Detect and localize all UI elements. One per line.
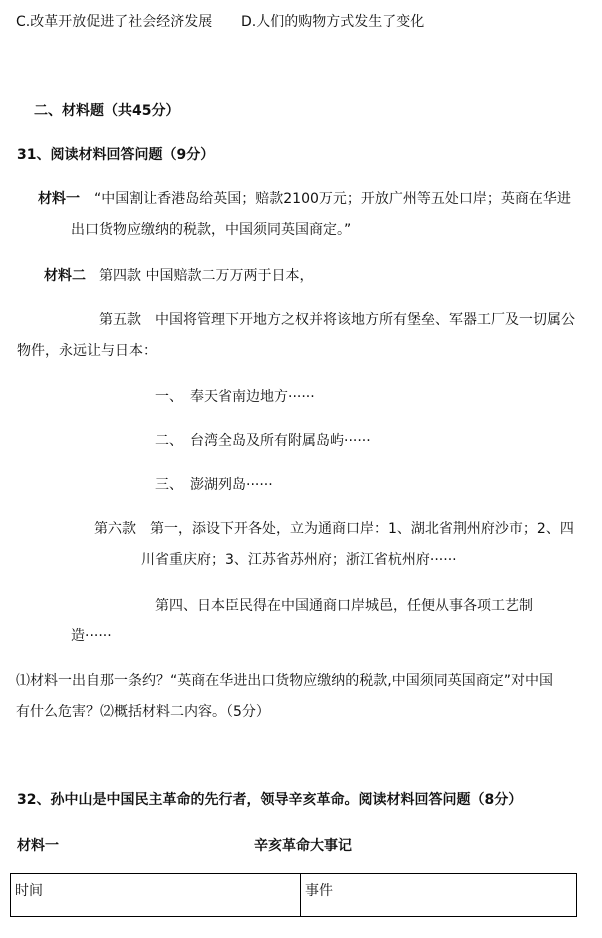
q32-material1-label: 材料一 xyxy=(17,838,59,854)
q31-material2-line2: 第五款 中国将管理下开地方之权并将该地方所有堡垒、军器工厂及一切属公 xyxy=(99,312,575,328)
q31-title: 31、阅读材料回答问题（9分） xyxy=(17,147,215,163)
q31-material1-line1: “中国割让香港岛给英国；赔款2100万元；开放广州等五处口岸；英商在华进 xyxy=(94,191,571,207)
q31-material2-label: 材料二 xyxy=(44,268,86,284)
q32-title: 32、孙中山是中国民主革命的先行者，领导辛亥革命。阅读材料回答问题（8分） xyxy=(17,792,523,808)
q31-list-item: 二、 台湾全岛及所有附属岛屿······ xyxy=(155,433,371,449)
q31-list-item: 三、 澎湖列岛······ xyxy=(155,477,273,493)
q32-table-title: 辛亥革命大事记 xyxy=(254,838,352,854)
q31-material2-line3: 物件，永远让与日本： xyxy=(17,343,157,359)
option-d: D.人们的购物方式发生了变化 xyxy=(241,14,425,30)
q31-material2-line7: 造······ xyxy=(71,628,112,644)
q31-material2-line1: 第四款 中国赔款二万万两于日本， xyxy=(99,268,314,284)
q31-material1-label: 材料一 xyxy=(38,191,80,207)
q31-material2-line5: 川省重庆府；3、江苏省苏州府；浙江省杭州府······ xyxy=(141,552,457,568)
q31-question-line1: ⑴材料一出自那一条约？“英商在华进出口货物应缴纳的税款,中国须同英国商定”对中国 xyxy=(16,673,553,689)
q31-material2-line6: 第四、日本臣民得在中国通商口岸城邑，任便从事各项工艺制 xyxy=(155,598,533,614)
q31-material1-line2: 出口货物应缴纳的税款，中国须同英国商定。” xyxy=(71,222,352,238)
q31-list-item: 一、 奉天省南边地方······ xyxy=(155,389,315,405)
table-header-event: 事件 xyxy=(301,874,577,917)
q31-question-line2: 有什么危害？⑵概括材料二内容。（5分） xyxy=(16,704,270,720)
table-row xyxy=(11,874,577,917)
section-title: 二、材料题（共45分） xyxy=(34,103,180,119)
events-table xyxy=(10,873,577,917)
option-c: C.改革开放促进了社会经济发展 xyxy=(16,14,213,30)
table-header-time: 时间 xyxy=(11,874,301,917)
q31-material2-line4: 第六款 第一，添设下开各处，立为通商口岸：1、湖北省荆州府沙市；2、四 xyxy=(94,521,574,537)
